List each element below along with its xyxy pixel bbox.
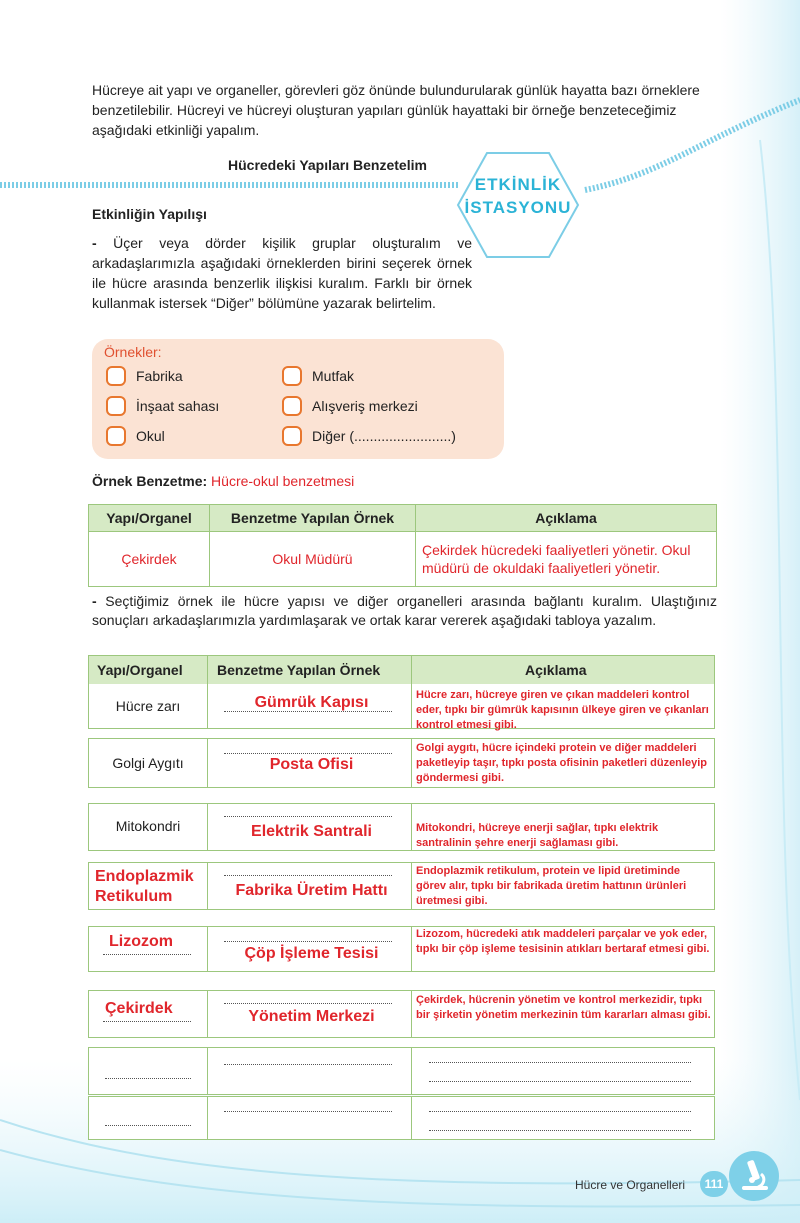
blank-organel[interactable]	[105, 1078, 191, 1079]
option-diger[interactable]	[282, 426, 456, 446]
header-desc: Açıklama	[416, 505, 717, 532]
row-desc[interactable]: Golgi aygıtı, hücre içindeki protein ve diğer maddeleri paketleyip taşır, tıpkı posta ofisinin paketleri düzenleyip göndermesi gibi.	[416, 742, 707, 784]
header-example: Benzetme Yapılan Örnek	[217, 662, 381, 678]
header-desc: Açıklama	[525, 662, 587, 678]
row-desc[interactable]: Çekirdek, hücrenin yönetim ve kontrol merkezidir, tıpkı bir şirketin yönetim merkezinin tüm kararları alması gibi.	[416, 994, 711, 1021]
row-desc[interactable]: Endoplazmik retikulum, protein ve lipid üretiminde görev alır, tıpkı bir fabrikada üretim hattının ürünleri üretmesi gibi.	[416, 865, 687, 907]
examples-label: Örnekler:	[104, 344, 162, 360]
page-number: 111	[700, 1171, 728, 1197]
row-example[interactable]: Elektrik Santrali	[251, 823, 372, 840]
option-insaat[interactable]	[106, 396, 219, 416]
row-example[interactable]: Gümrük Kapısı	[254, 694, 369, 711]
option-fabrika[interactable]	[106, 366, 183, 386]
option-label: İnşaat sahası	[136, 398, 220, 414]
option-mutfak[interactable]	[282, 366, 354, 386]
row-example[interactable]: Fabrika Üretim Hattı	[235, 882, 388, 899]
header-organel: Yapı/Organel	[89, 505, 210, 532]
checkbox[interactable]	[282, 426, 302, 446]
row-example[interactable]: Posta Ofisi	[269, 756, 354, 773]
sample-label: Örnek Benzetme:	[92, 473, 208, 489]
checkbox[interactable]	[282, 396, 302, 416]
table-row-empty	[88, 1096, 715, 1140]
header-organel: Yapı/Organel	[97, 662, 183, 678]
checkbox[interactable]	[106, 366, 126, 386]
sample-organel: Çekirdek	[89, 532, 210, 587]
blank-desc[interactable]	[429, 1081, 691, 1082]
activity-title: Hücredeki Yapıları Benzetelim	[228, 157, 427, 173]
dash: -	[92, 235, 97, 251]
checkbox[interactable]	[106, 396, 126, 416]
how-to-title: Etkinliğin Yapılışı	[92, 206, 207, 222]
option-alisveris[interactable]	[282, 396, 418, 416]
sample-analogy	[92, 473, 354, 489]
badge-line1: ETKİNLİK	[474, 175, 562, 194]
blank-desc[interactable]	[429, 1111, 691, 1112]
blank-example[interactable]	[224, 1064, 392, 1065]
row-desc[interactable]: Hücre zarı, hücreye giren ve çıkan maddeleri kontrol eder, tıpkı bir gümrük kapısının ülkeye giren ve çıkanları kontrol etmesi gibi.	[416, 689, 709, 731]
header-example: Benzetme Yapılan Örnek	[210, 505, 416, 532]
row-organel[interactable]: Endoplazmik Retikulum	[95, 868, 194, 905]
footer-chapter-title: Hücre ve Organelleri	[575, 1178, 686, 1192]
checkbox[interactable]	[282, 366, 302, 386]
connect-paragraph	[92, 592, 717, 630]
row-example[interactable]: Yönetim Merkezi	[248, 1008, 375, 1025]
activity-station-badge	[455, 150, 581, 260]
how-to-body: Üçer veya dörder kişilik gruplar oluşturalım ve arkadaşlarımızla aşağıdaki örneklerden birini seçerek örnek ile hücre arasında benzerlik ilişkisi kuralım. Farklı bir örnek kullanmak istersek “Diğer” bölümüne yazarak belirtelim.	[92, 235, 472, 311]
blank-example[interactable]	[224, 1111, 392, 1112]
examples-box	[92, 339, 504, 459]
row-example[interactable]: Çöp İşleme Tesisi	[244, 945, 379, 962]
row-organel: Golgi Aygıtı	[112, 755, 184, 771]
option-label: Mutfak	[312, 368, 355, 384]
row-desc[interactable]: Mitokondri, hücreye enerji sağlar, tıpkı elektrik santralinin şehre enerji sağlaması gibi.	[416, 822, 659, 849]
row-organel: Mitokondri	[115, 818, 181, 834]
row-organel[interactable]: Lizozom	[109, 933, 173, 950]
table-row	[88, 738, 715, 788]
table-row	[88, 803, 715, 851]
row-organel: Hücre zarı	[115, 698, 181, 714]
table-row	[88, 926, 715, 972]
table-row-empty	[88, 1047, 715, 1095]
row-organel[interactable]: Çekirdek	[105, 1000, 173, 1017]
dash: -	[92, 593, 97, 609]
intro-paragraph: Hücreye ait yapı ve organeller, görevleri göz önünde bulundurularak günlük hayatta bazı örneklere benzetilebilir. Hücreyi ve hücreyi oluşturan yapıları günlük hayattaki bir örneğe benzeteceğimiz aşağıdaki etkinliği yapalım.	[92, 82, 700, 138]
option-label: Diğer (.........................)	[312, 428, 456, 444]
option-okul[interactable]	[106, 426, 165, 446]
microscope-icon	[728, 1150, 780, 1202]
worksheet-header	[88, 655, 715, 685]
option-label: Okul	[136, 428, 165, 444]
table-row	[88, 684, 715, 729]
table-row	[88, 990, 715, 1038]
option-label: Fabrika	[136, 368, 183, 384]
sample-example: Okul Müdürü	[210, 532, 416, 587]
blank-desc[interactable]	[429, 1062, 691, 1063]
row-desc[interactable]: Lizozom, hücredeki atık maddeleri parçalar ve yok eder, tıpkı bir çöp işleme tesisinin atıkları bertaraf etmesi gibi.	[416, 928, 710, 955]
blank-desc[interactable]	[429, 1130, 691, 1131]
how-to-text	[92, 233, 472, 313]
blank-organel[interactable]	[105, 1125, 191, 1126]
option-label: Alışveriş merkezi	[312, 398, 418, 414]
sample-table	[88, 504, 717, 587]
sample-value: Hücre-okul benzetmesi	[211, 473, 355, 489]
badge-line2: İSTASYONU	[464, 198, 572, 217]
table-row	[88, 862, 715, 910]
sample-desc: Çekirdek hücredeki faaliyetleri yönetir. Okul müdürü de okuldaki faaliyetleri yönetir.	[416, 532, 717, 587]
checkbox[interactable]	[106, 426, 126, 446]
connect-body: Seçtiğimiz örnek ile hücre yapısı ve diğer organelleri arasında bağlantı kuralım. Ulaştığınız sonuçları arkadaşlarımızla yardımlaşarak ve ortak karar vererek aşağıdaki tabloya yazalım.	[92, 593, 717, 628]
